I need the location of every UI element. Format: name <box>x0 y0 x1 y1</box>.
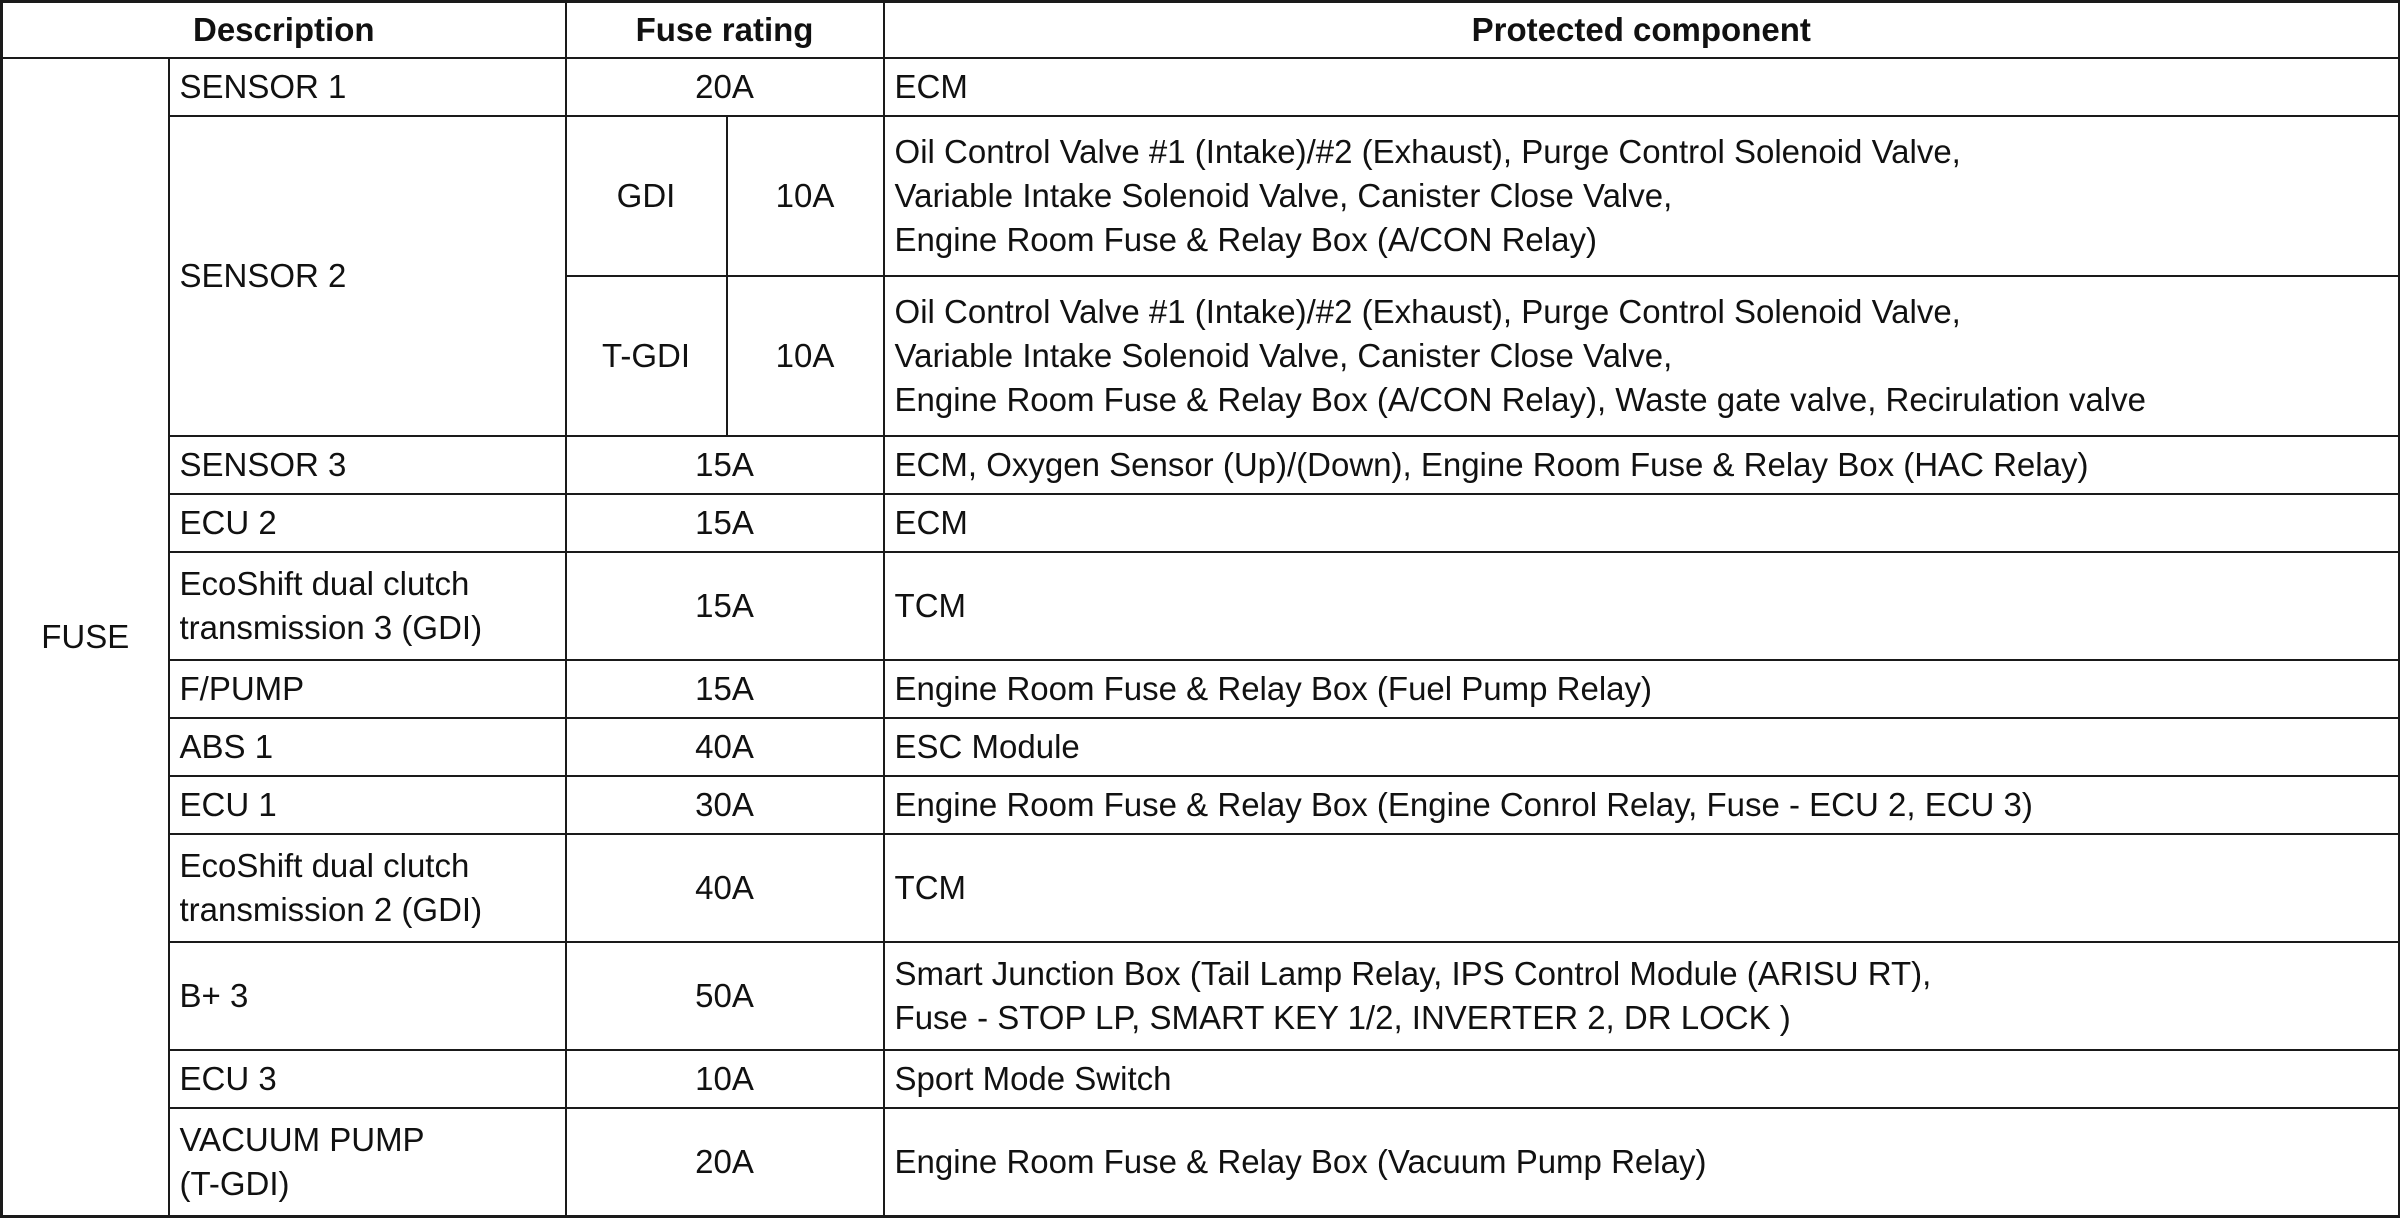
fuse-rating: 15A <box>566 552 884 660</box>
fuse-rating: 10A <box>727 116 884 276</box>
protected-component: ESC Module <box>884 718 2400 776</box>
fuse-rating: 10A <box>566 1050 884 1108</box>
header-description: Description <box>2 2 566 59</box>
fuse-name: VACUUM PUMP (T-GDI) <box>169 1108 566 1216</box>
fuse-rating: 15A <box>566 494 884 552</box>
protected-component: ECM <box>884 494 2400 552</box>
table-row <box>2 660 2400 718</box>
fuse-group-label: FUSE <box>2 58 169 1216</box>
fuse-name: EcoShift dual clutch transmission 2 (GDI) <box>169 834 566 942</box>
protected-component: Engine Room Fuse & Relay Box (Vacuum Pump Relay) <box>884 1108 2400 1216</box>
engine-variant: T-GDI <box>566 276 727 436</box>
fuse-rating: 30A <box>566 776 884 834</box>
protected-component: Sport Mode Switch <box>884 1050 2400 1108</box>
fuse-rating: 40A <box>566 718 884 776</box>
fuse-rating: 40A <box>566 834 884 942</box>
table-row <box>2 1050 2400 1108</box>
fuse-name: ECU 3 <box>169 1050 566 1108</box>
table-row <box>2 552 2400 660</box>
fuse-rating: 20A <box>566 1108 884 1216</box>
table-row <box>2 116 2400 276</box>
fuse-name: SENSOR 1 <box>169 58 566 116</box>
table-row <box>2 494 2400 552</box>
fuse-rating: 15A <box>566 660 884 718</box>
protected-component: Oil Control Valve #1 (Intake)/#2 (Exhaust), Purge Control Solenoid Valve, Variable Intake Solenoid Valve, Canister Close Valve, Engine Room Fuse & Relay Box (A/CON Relay), Waste gate valve, Recirulation valve <box>884 276 2400 436</box>
fuse-name: EcoShift dual clutch transmission 3 (GDI) <box>169 552 566 660</box>
table-row <box>2 942 2400 1050</box>
header-fuse-rating: Fuse rating <box>566 2 884 59</box>
fuse-rating: 20A <box>566 58 884 116</box>
fuse-name: B+ 3 <box>169 942 566 1050</box>
fuse-name: ECU 2 <box>169 494 566 552</box>
fuse-rating: 15A <box>566 436 884 494</box>
fuse-rating: 10A <box>727 276 884 436</box>
engine-variant: GDI <box>566 116 727 276</box>
table-row <box>2 776 2400 834</box>
table-row <box>2 436 2400 494</box>
table-row <box>2 1108 2400 1216</box>
protected-component: Oil Control Valve #1 (Intake)/#2 (Exhaust), Purge Control Solenoid Valve, Variable Intake Solenoid Valve, Canister Close Valve, Engine Room Fuse & Relay Box (A/CON Relay) <box>884 116 2400 276</box>
protected-component: TCM <box>884 834 2400 942</box>
table-row <box>2 58 2400 116</box>
fuse-name: F/PUMP <box>169 660 566 718</box>
protected-component: Engine Room Fuse & Relay Box (Fuel Pump Relay) <box>884 660 2400 718</box>
table-row <box>2 718 2400 776</box>
fuse-name: ABS 1 <box>169 718 566 776</box>
fuse-rating: 50A <box>566 942 884 1050</box>
header-protected-component: Protected component <box>884 2 2400 59</box>
fuse-name: SENSOR 2 <box>169 116 566 436</box>
protected-component: ECM <box>884 58 2400 116</box>
header-row <box>2 2 2400 59</box>
fuse-name: ECU 1 <box>169 776 566 834</box>
table-row <box>2 834 2400 942</box>
protected-component: ECM, Oxygen Sensor (Up)/(Down), Engine Room Fuse & Relay Box (HAC Relay) <box>884 436 2400 494</box>
fuse-name: SENSOR 3 <box>169 436 566 494</box>
protected-component: Smart Junction Box (Tail Lamp Relay, IPS Control Module (ARISU RT), Fuse - STOP LP, SMART KEY 1/2, INVERTER 2, DR LOCK ) <box>884 942 2400 1050</box>
protected-component: Engine Room Fuse & Relay Box (Engine Conrol Relay, Fuse - ECU 2, ECU 3) <box>884 776 2400 834</box>
protected-component: TCM <box>884 552 2400 660</box>
